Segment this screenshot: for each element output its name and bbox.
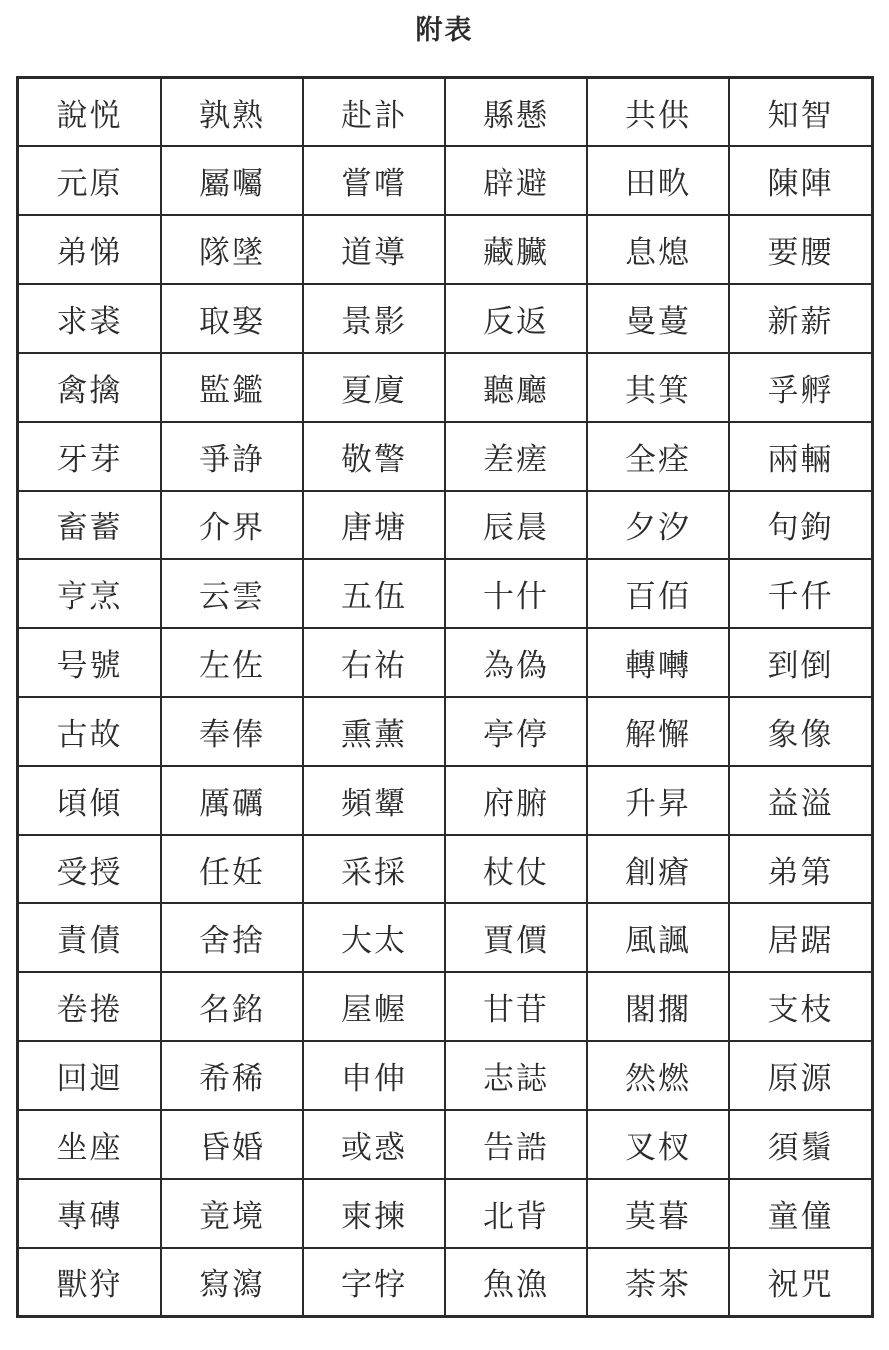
table-cell: 兩輛 — [729, 422, 871, 491]
table-cell: 聽廳 — [445, 353, 587, 422]
table-row — [19, 903, 871, 972]
table-cell: 賈價 — [445, 903, 587, 972]
table-cell: 牙芽 — [19, 422, 161, 491]
character-table-container — [16, 76, 874, 1318]
table-cell: 求裘 — [19, 284, 161, 353]
table-row — [19, 353, 871, 422]
table-cell: 亭停 — [445, 697, 587, 766]
table-cell: 居踞 — [729, 903, 871, 972]
table-cell: 五伍 — [303, 559, 445, 628]
table-cell: 閣擱 — [587, 972, 729, 1041]
table-cell: 陳陣 — [729, 146, 871, 215]
table-cell: 号號 — [19, 628, 161, 697]
table-row — [19, 1248, 871, 1315]
page-title: 附表 — [415, 15, 474, 46]
table-cell: 禽擒 — [19, 353, 161, 422]
table-cell: 大太 — [303, 903, 445, 972]
table-cell: 句鉤 — [729, 491, 871, 560]
table-cell: 知智 — [729, 79, 871, 146]
table-cell: 申伸 — [303, 1041, 445, 1110]
table-cell: 坐座 — [19, 1110, 161, 1179]
table-cell: 柬揀 — [303, 1179, 445, 1248]
table-cell: 弟第 — [729, 835, 871, 904]
table-cell: 共供 — [587, 79, 729, 146]
table-cell: 全痊 — [587, 422, 729, 491]
table-cell: 新薪 — [729, 284, 871, 353]
table-cell: 右祐 — [303, 628, 445, 697]
table-cell: 息熄 — [587, 215, 729, 284]
table-cell: 孚孵 — [729, 353, 871, 422]
table-cell: 元原 — [19, 146, 161, 215]
table-cell: 要腰 — [729, 215, 871, 284]
table-cell: 辟避 — [445, 146, 587, 215]
table-cell: 畜蓄 — [19, 491, 161, 560]
table-cell: 告誥 — [445, 1110, 587, 1179]
table-cell: 象像 — [729, 697, 871, 766]
table-cell: 昏婚 — [161, 1110, 303, 1179]
table-cell: 府腑 — [445, 766, 587, 835]
table-cell: 杖仗 — [445, 835, 587, 904]
table-row — [19, 1041, 871, 1110]
table-cell: 荼茶 — [587, 1248, 729, 1315]
table-cell: 監鑑 — [161, 353, 303, 422]
table-body — [19, 79, 871, 1315]
table-cell: 希稀 — [161, 1041, 303, 1110]
table-cell: 叉杈 — [587, 1110, 729, 1179]
table-row — [19, 1179, 871, 1248]
table-cell: 厲礪 — [161, 766, 303, 835]
table-row — [19, 284, 871, 353]
table-cell: 或惑 — [303, 1110, 445, 1179]
table-cell: 道導 — [303, 215, 445, 284]
table-cell: 北背 — [445, 1179, 587, 1248]
table-cell: 任妊 — [161, 835, 303, 904]
table-cell: 隊墜 — [161, 215, 303, 284]
table-cell: 左佐 — [161, 628, 303, 697]
table-cell: 然燃 — [587, 1041, 729, 1110]
table-cell: 回迴 — [19, 1041, 161, 1110]
table-cell: 獸狩 — [19, 1248, 161, 1315]
table-cell: 創瘡 — [587, 835, 729, 904]
table-cell: 甘苷 — [445, 972, 587, 1041]
table-cell: 屬囑 — [161, 146, 303, 215]
table-cell: 曼蔓 — [587, 284, 729, 353]
table-cell: 弟悌 — [19, 215, 161, 284]
table-cell: 赴訃 — [303, 79, 445, 146]
table-cell: 字牸 — [303, 1248, 445, 1315]
table-row — [19, 215, 871, 284]
table-cell: 夕汐 — [587, 491, 729, 560]
table-cell: 頃傾 — [19, 766, 161, 835]
character-table — [19, 79, 871, 1315]
table-cell: 童僮 — [729, 1179, 871, 1248]
table-cell: 祝咒 — [729, 1248, 871, 1315]
table-cell: 反返 — [445, 284, 587, 353]
table-cell: 志誌 — [445, 1041, 587, 1110]
table-cell: 轉囀 — [587, 628, 729, 697]
table-cell: 辰晨 — [445, 491, 587, 560]
table-cell: 孰熟 — [161, 79, 303, 146]
table-cell: 為偽 — [445, 628, 587, 697]
table-cell: 古故 — [19, 697, 161, 766]
table-cell: 風諷 — [587, 903, 729, 972]
table-cell: 田畂 — [587, 146, 729, 215]
table-row — [19, 79, 871, 146]
table-cell: 十什 — [445, 559, 587, 628]
table-cell: 屋幄 — [303, 972, 445, 1041]
table-row — [19, 146, 871, 215]
table-cell: 須鬚 — [729, 1110, 871, 1179]
table-cell: 到倒 — [729, 628, 871, 697]
table-cell: 受授 — [19, 835, 161, 904]
table-cell: 嘗嚐 — [303, 146, 445, 215]
table-cell: 爭諍 — [161, 422, 303, 491]
table-cell: 千仟 — [729, 559, 871, 628]
table-cell: 其箕 — [587, 353, 729, 422]
table-row — [19, 1110, 871, 1179]
table-cell: 百佰 — [587, 559, 729, 628]
table-cell: 介界 — [161, 491, 303, 560]
table-cell: 藏臟 — [445, 215, 587, 284]
table-cell: 縣懸 — [445, 79, 587, 146]
table-cell: 解懈 — [587, 697, 729, 766]
table-cell: 魚漁 — [445, 1248, 587, 1315]
table-cell: 升昇 — [587, 766, 729, 835]
table-row — [19, 559, 871, 628]
table-row — [19, 422, 871, 491]
table-cell: 責債 — [19, 903, 161, 972]
table-cell: 亨烹 — [19, 559, 161, 628]
table-row — [19, 766, 871, 835]
table-cell: 竟境 — [161, 1179, 303, 1248]
table-cell: 云雲 — [161, 559, 303, 628]
table-cell: 差瘥 — [445, 422, 587, 491]
table-cell: 說悦 — [19, 79, 161, 146]
table-cell: 唐塘 — [303, 491, 445, 560]
table-cell: 取娶 — [161, 284, 303, 353]
table-cell: 敬警 — [303, 422, 445, 491]
table-cell: 奉俸 — [161, 697, 303, 766]
table-cell: 專磚 — [19, 1179, 161, 1248]
table-cell: 頻顰 — [303, 766, 445, 835]
table-cell: 景影 — [303, 284, 445, 353]
table-cell: 莫暮 — [587, 1179, 729, 1248]
table-cell: 熏薰 — [303, 697, 445, 766]
table-cell: 夏廈 — [303, 353, 445, 422]
table-cell: 舍捨 — [161, 903, 303, 972]
table-cell: 原源 — [729, 1041, 871, 1110]
table-cell: 名銘 — [161, 972, 303, 1041]
table-cell: 支枝 — [729, 972, 871, 1041]
table-cell: 采採 — [303, 835, 445, 904]
table-cell: 寫瀉 — [161, 1248, 303, 1315]
table-row — [19, 697, 871, 766]
table-cell: 卷捲 — [19, 972, 161, 1041]
table-row — [19, 972, 871, 1041]
table-row — [19, 835, 871, 904]
table-cell: 益溢 — [729, 766, 871, 835]
table-row — [19, 628, 871, 697]
table-row — [19, 491, 871, 560]
